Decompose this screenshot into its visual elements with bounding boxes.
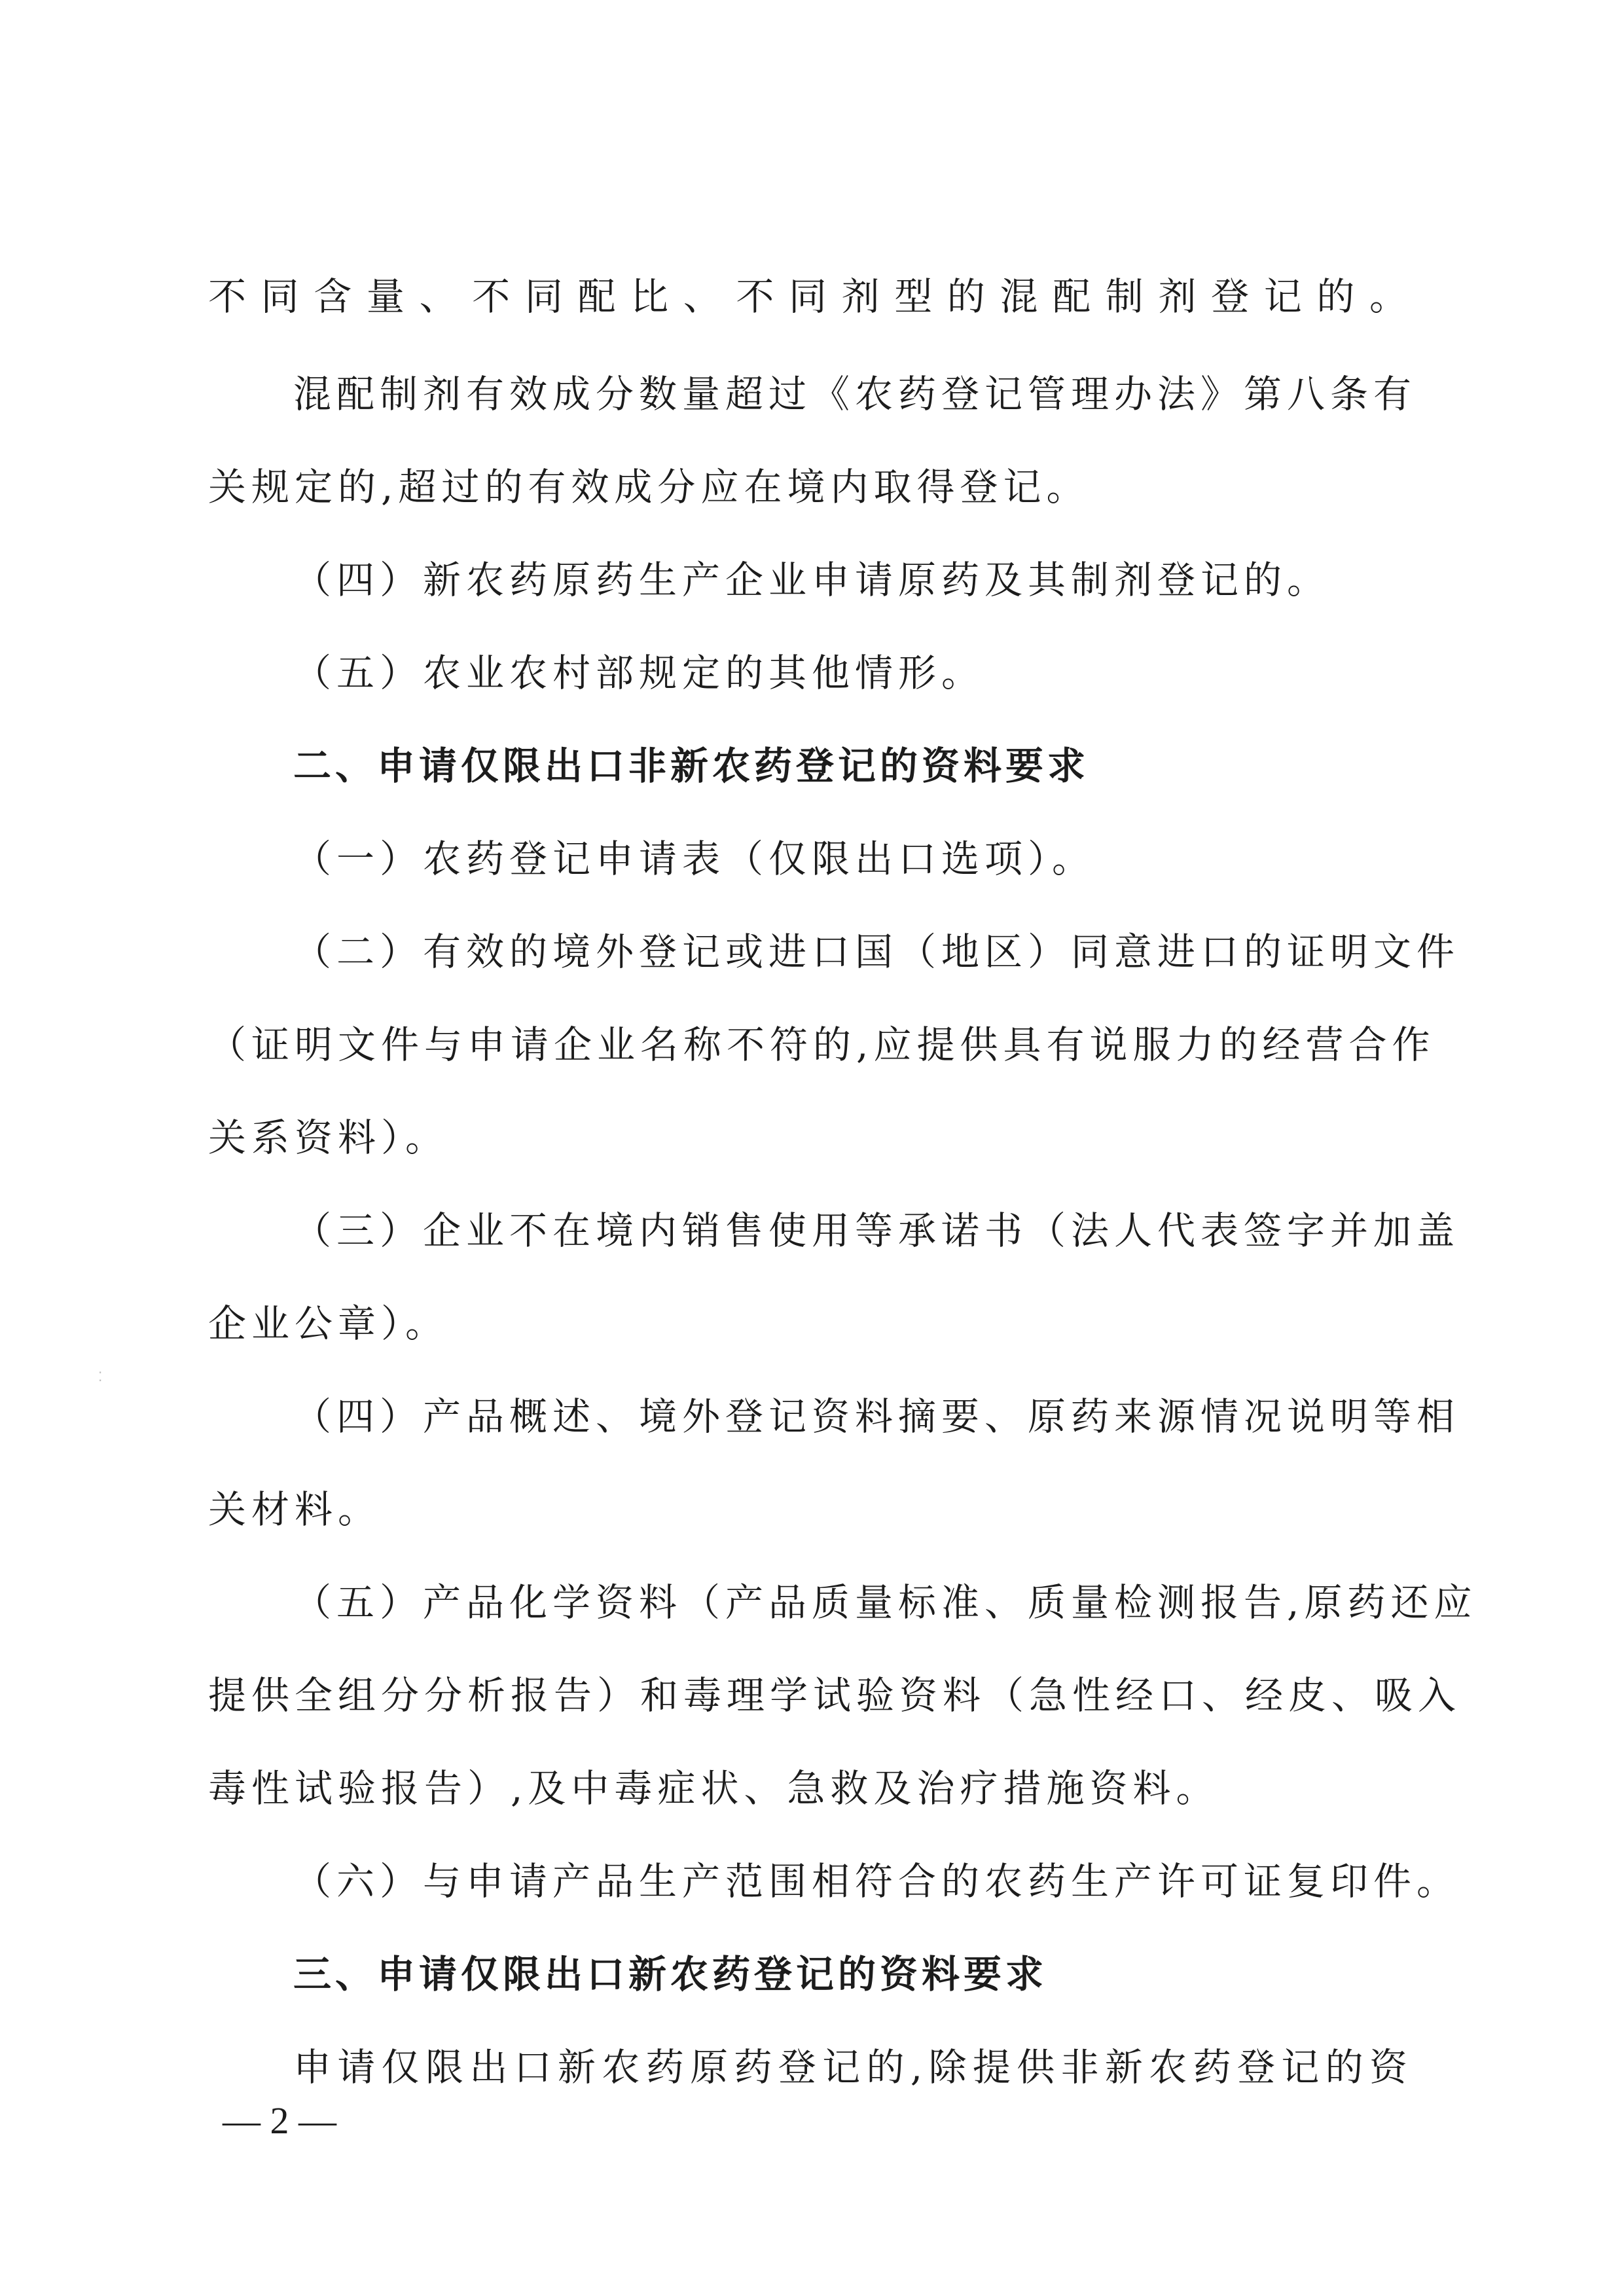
list-item: （一）农药登记申请表（仅限出口选项）。 (293, 837, 1096, 881)
list-item: （四）产品概述、境外登记资料摘要、原药来源情况说明等相 (293, 1394, 1460, 1439)
list-item: （六）与申请产品生产范围相符合的农药生产许可证复印件。 (293, 1859, 1460, 1904)
page-number: — 2 — (223, 2099, 336, 2142)
list-item: （三）企业不在境内销售使用等承诺书（法人代表签字并加盖 (293, 1208, 1460, 1253)
section-heading: 三、申请仅限出口新农药登记的资料要求 (293, 1952, 1048, 1997)
list-item: （五）农业农村部规定的其他情形。 (293, 651, 985, 695)
body-text-line: 提供全组分分析报告）和毒理学试验资料（急性经口、经皮、吸入 (208, 1673, 1462, 1718)
scan-mark: ⁚ (98, 1369, 103, 1384)
list-item: （四）新农药原药生产企业申请原药及其制剂登记的。 (293, 558, 1331, 602)
body-text-line: 关规定的,超过的有效成分应在境内取得登记。 (208, 465, 1090, 509)
list-item: （五）产品化学资料（产品质量标准、质量检测报告,原药还应 (293, 1580, 1477, 1625)
body-text-line: 不同含量、不同配比、不同剂型的混配制剂登记的。 (208, 274, 1413, 319)
section-heading: 二、申请仅限出口非新农药登记的资料要求 (293, 744, 1090, 788)
body-text-line: 关材料。 (208, 1487, 382, 1532)
body-text-line: 毒性试验报告）,及中毒症状、急救及治疗措施资料。 (208, 1766, 1219, 1811)
body-text-line: 关系资料）。 (208, 1115, 449, 1160)
body-text-line: 申请仅限出口新农药原药登记的,除提供非新农药登记的资 (293, 2045, 1413, 2089)
list-item: （二）有效的境外登记或进口国（地区）同意进口的证明文件 (293, 930, 1460, 974)
body-text-line: （证明文件与申请企业名称不符的,应提供具有说服力的经营合作 (208, 1022, 1435, 1067)
body-text-line: 混配制剂有效成分数量超过《农药登记管理办法》第八条有 (293, 372, 1417, 416)
body-text-line: 企业公章）。 (208, 1301, 449, 1346)
